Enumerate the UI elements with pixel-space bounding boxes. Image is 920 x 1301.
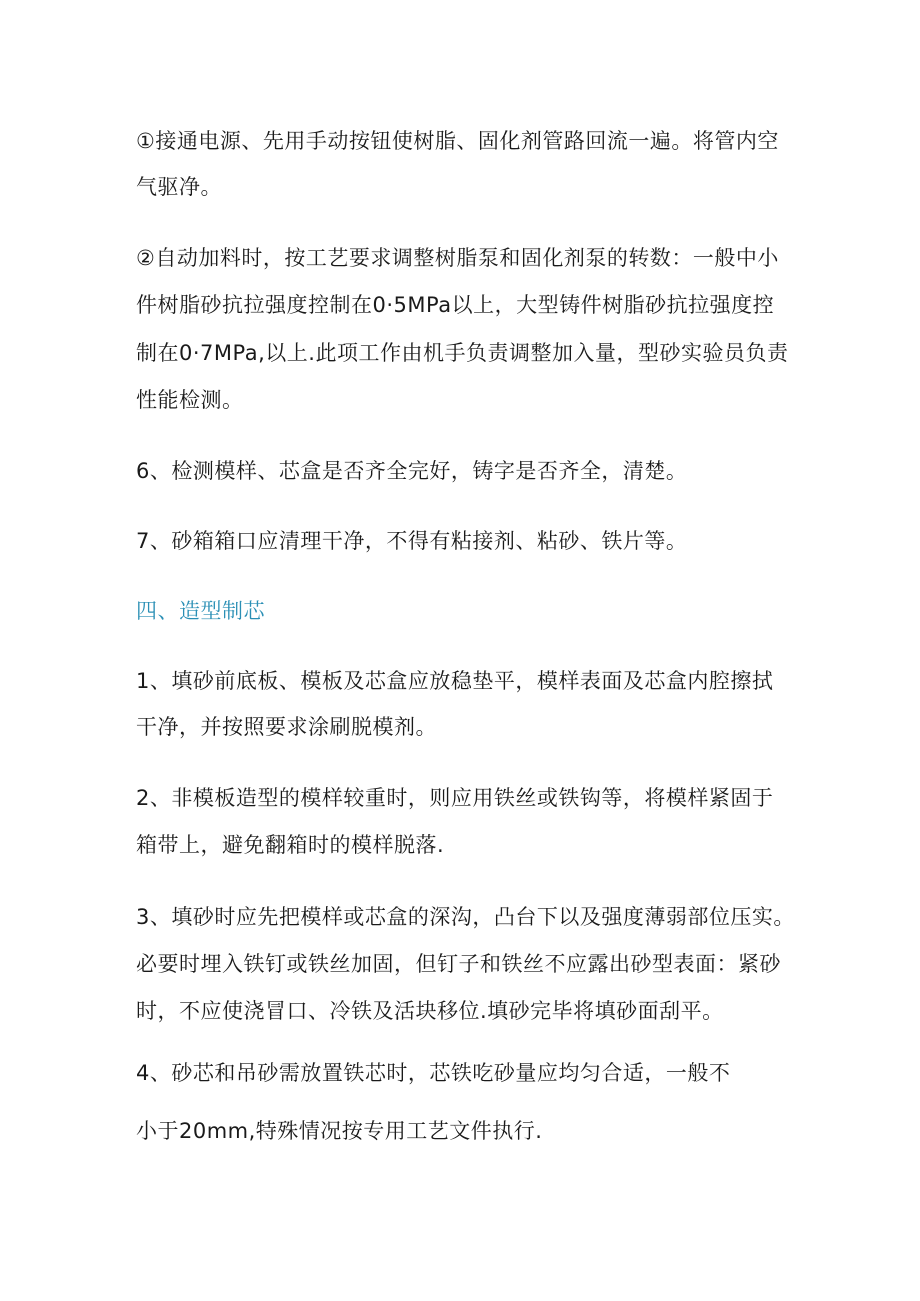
item-6: 6、检测模样、芯盒是否齐全完好，铸字是否齐全，清楚。 xyxy=(136,459,688,483)
s4-item3-line3: 时，不应使浇冒口、冷铁及活块移位.填砂完毕将填砂面刮平。 xyxy=(136,999,724,1023)
s4-item4-line1: 4、砂芯和吊砂需放置铁芯时，芯铁吃砂量应均匀合适，一般不 xyxy=(136,1061,731,1085)
s4-item4-line2: 小于20mm,特殊情况按专用工艺文件执行. xyxy=(136,1119,543,1143)
s4-item3-line1: 3、填砂时应先把模样或芯盒的深沟，凸台下以及强度薄弱部位压实。 xyxy=(136,905,795,929)
s4-item1-line1: 1、填砂前底板、模板及芯盒应放稳垫平，模样表面及芯盒内腔擦拭 xyxy=(136,669,774,693)
item-7: 7、砂箱箱口应清理干净，不得有粘接剂、粘砂、铁片等。 xyxy=(136,529,688,553)
step2-line3: 制在0·7MPa,以上.此项工作由机手负责调整加入量，型砂实验员负责 xyxy=(136,341,789,365)
s4-item2-line1: 2、非模板造型的模样较重时，则应用铁丝或铁钩等，将模样紧固于 xyxy=(136,786,774,810)
step1-line2: 气驱净。 xyxy=(136,175,222,199)
section-heading: 四、造型制芯 xyxy=(136,599,265,623)
step2-line2: 件树脂砂抗拉强度控制在0·5MPa以上，大型铸件树脂砂抗拉强度控 xyxy=(136,293,775,317)
step2-line1: ②自动加料时，按工艺要求调整树脂泵和固化剂泵的转数：一般中小 xyxy=(136,246,779,270)
step2-line4: 性能检测。 xyxy=(136,388,244,412)
s4-item3-line2: 必要时埋入铁钉或铁丝加固，但钉子和铁丝不应露出砂型表面：紧砂 xyxy=(136,952,781,976)
s4-item2-line2: 箱带上，避免翻箱时的模样脱落. xyxy=(136,833,445,857)
step1-line1: ①接通电源、先用手动按钮使树脂、固化剂管路回流一遍。将管内空 xyxy=(136,129,779,153)
s4-item1-line2: 干净，并按照要求涂刷脱模剂。 xyxy=(136,715,437,739)
